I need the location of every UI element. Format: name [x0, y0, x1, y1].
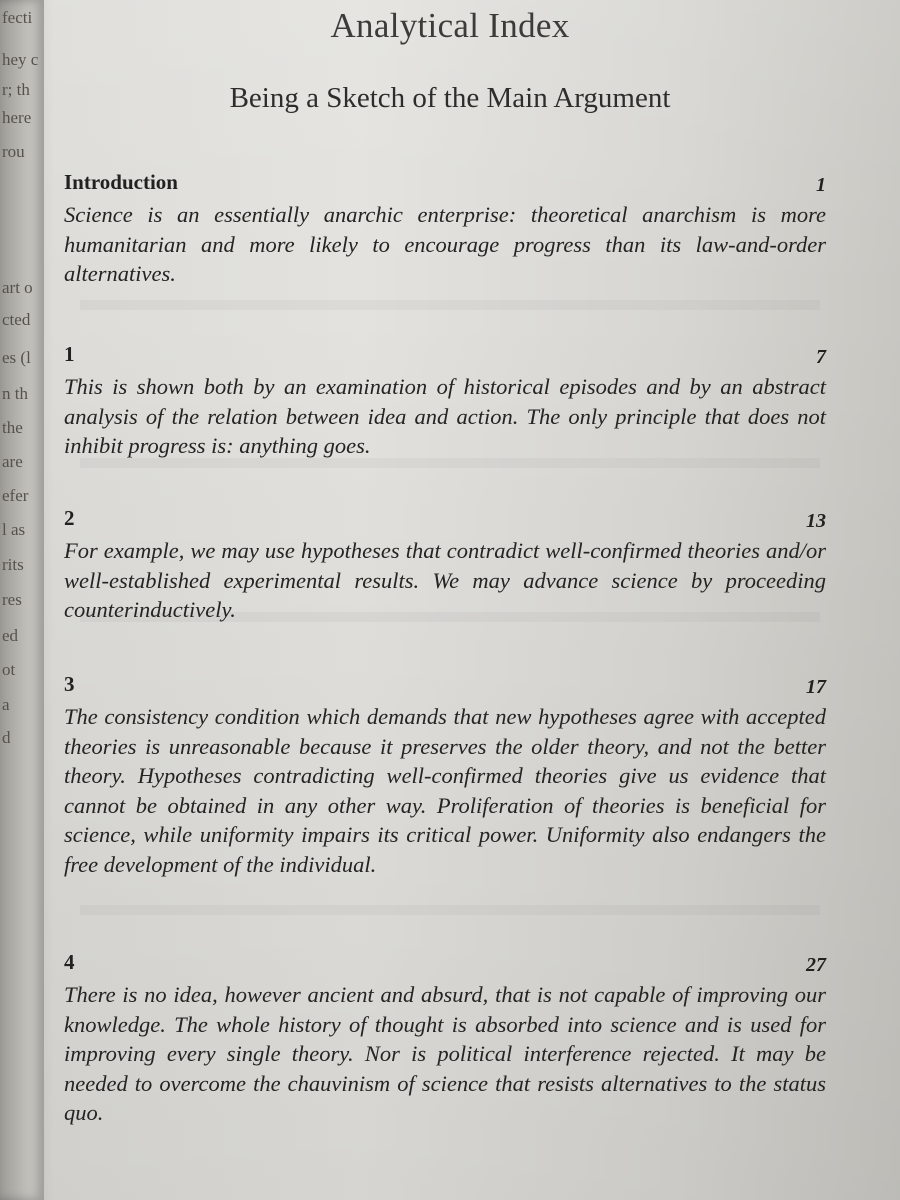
previous-page-fragment: a — [2, 695, 10, 714]
entry-label: 2 — [64, 506, 75, 530]
previous-page-fragment: l as — [2, 520, 26, 539]
entry-page-number: 17 — [806, 676, 826, 698]
entry-summary: This is shown both by an examination of historical episodes and by an abstract analysis of the relation between idea and action. The only principle that does not inhibit progress is: anything goes. — [64, 374, 826, 458]
previous-page-fragment: cted — [2, 310, 31, 329]
entry-summary: The consistency condition which demands that new hypotheses agree with accepted theories is unreasonable because it preserves the older theory, and not the better theory. Hypotheses contradicting well-confirmed theories give us evidence that cannot be obtained in any other way. Proliferation of theories is beneficial for science, while uniformity impairs its critical power. Uniformity also endangers the free development of the individual. — [64, 704, 826, 877]
previous-page-fragment: ot — [2, 660, 16, 679]
previous-page-edge — [0, 0, 44, 1200]
previous-page-fragment: rou — [2, 142, 25, 161]
index-entry-chapter-1 — [64, 342, 826, 461]
previous-page-fragment: rits — [2, 555, 24, 574]
entry-heading — [64, 506, 826, 536]
previous-page-fragment: ed — [2, 626, 19, 645]
bleed-through-mark — [80, 300, 820, 310]
entry-label: 1 — [64, 342, 75, 366]
previous-page-fragment: are — [2, 452, 23, 471]
previous-page-fragment: fecti — [2, 8, 33, 27]
previous-page-fragment: es (l — [2, 348, 31, 367]
page-subtitle: Being a Sketch of the Main Argument — [229, 82, 671, 114]
index-entry-chapter-2 — [64, 506, 826, 625]
entry-page-number: 27 — [806, 954, 826, 976]
entry-heading — [64, 950, 826, 980]
previous-page-fragment: here — [2, 108, 32, 127]
index-entry-chapter-4 — [64, 950, 826, 1128]
entry-heading — [64, 672, 826, 702]
entry-label: Introduction — [64, 170, 178, 194]
page-title: Analytical Index — [330, 6, 570, 45]
previous-page-fragment: n th — [2, 384, 28, 403]
entry-summary: For example, we may use hypotheses that contradict well-confirmed theories and/or well-established experimental results. We may advance science by proceeding counterinductively. — [64, 538, 826, 622]
previous-page-fragment: art o — [2, 278, 33, 297]
entry-label: 4 — [64, 950, 75, 974]
index-entry-chapter-3 — [64, 672, 826, 879]
entry-page-number: 7 — [816, 346, 826, 368]
entry-page-number: 1 — [816, 174, 826, 196]
entry-summary: There is no idea, however ancient and absurd, that is not capable of improving our knowledge. The whole history of thought is absorbed into science and is used for improving every single theory. Nor is political interference rejected. It may be needed to overcome the chauvinism of science that resists alternatives to the status quo. — [64, 982, 826, 1125]
entry-heading — [64, 342, 826, 372]
index-entry-introduction — [64, 170, 826, 289]
entry-summary: Science is an essentially anarchic enterprise: theoretical anarchism is more humanitarian and more likely to encourage progress than its law-and-order alternatives. — [64, 202, 826, 286]
previous-page-fragment: hey c — [2, 50, 39, 69]
previous-page-fragment: r; th — [2, 80, 30, 99]
previous-page-fragment: res — [2, 590, 22, 609]
bleed-through-mark — [80, 905, 820, 915]
entry-heading — [64, 170, 826, 200]
entry-page-number: 13 — [806, 510, 826, 532]
previous-page-fragment: the — [2, 418, 23, 437]
entry-label: 3 — [64, 672, 75, 696]
previous-page-fragment: efer — [2, 486, 29, 505]
previous-page-fragment: d — [2, 728, 11, 747]
